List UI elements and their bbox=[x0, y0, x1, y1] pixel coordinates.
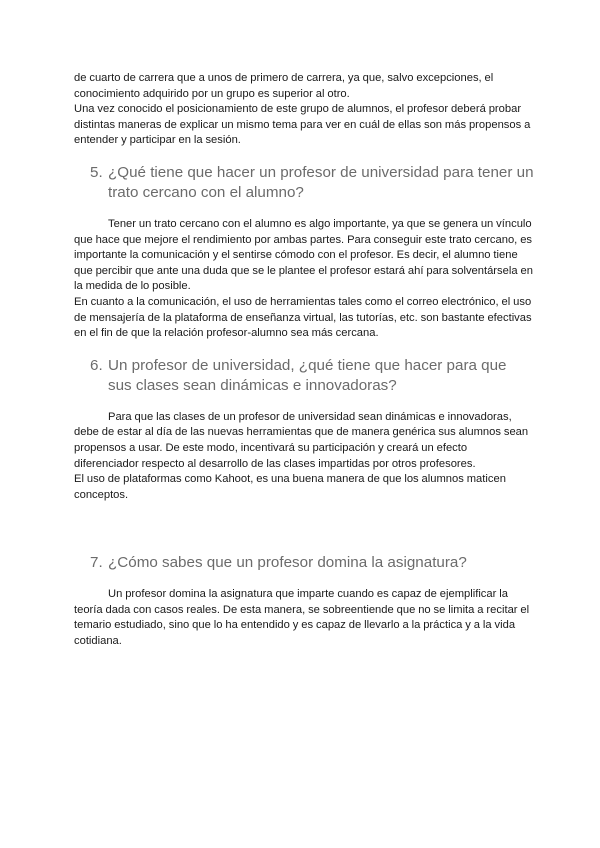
question-5-number: 5. bbox=[90, 163, 103, 181]
question-5-heading bbox=[74, 163, 534, 203]
question-6-text: Un profesor de universidad, ¿qué tiene que hacer para que sus clases sean dinámicas e innovadoras? bbox=[108, 356, 507, 394]
question-5-text: ¿Qué tiene que hacer un profesor de universidad para tener un trato cercano con el alumno? bbox=[108, 163, 534, 201]
answer-6-paragraph-2: El uso de plataformas como Kahoot, es una buena manera de que los alumnos maticen conceptos. bbox=[74, 473, 506, 501]
answer-6-paragraph-1: Para que las clases de un profesor de universidad sean dinámicas e innovadoras, debe de estar al día de las nuevas herramientas que de manera genérica sus alumnos sean propensos a usar. De este modo, incentivará su participación y creará un efecto diferenciador respecto al desarrollo de las clases impartidas por otros profesores. bbox=[74, 410, 529, 470]
question-7-heading bbox=[74, 553, 534, 573]
answer-5-paragraph-2: En cuanto a la comunicación, el uso de herramientas tales como el correo electrónico, el uso de mensajería de la plataforma de enseñanza virtual, las tutorías, etc. son bastante efectivas en el fin de que la relación profesor-alumno sea más cercana. bbox=[74, 295, 532, 340]
answer-7-paragraph-1: Un profesor domina la asignatura que imparte cuando es capaz de ejemplificar la teoría dada con casos reales. De esta manera, se sobreentiende que no se limita a recitar el temario estudiado, sino que lo ha entendido y es capaz de llevarlo a la práctica y a la vida cotidiana. bbox=[74, 588, 530, 648]
question-7-text: ¿Cómo sabes que un profesor domina la asignatura? bbox=[108, 554, 467, 572]
intro-paragraph-2: Una vez conocido el posicionamiento de este grupo de alumnos, el profesor deberá probar distintas maneras de explicar un mismo tema para ver en cuál de ellas son más propensos a entender y participar en la sesión. bbox=[74, 103, 531, 147]
document-page bbox=[74, 71, 534, 650]
question-7-number: 7. bbox=[90, 554, 103, 572]
question-6-number: 6. bbox=[90, 356, 103, 374]
question-6-heading bbox=[74, 356, 534, 396]
answer-5-paragraph-1: Tener un trato cercano con el alumno es algo importante, ya que se genera un vínculo que hace que mejore el rendimiento por ambas partes. Para conseguir este trato cercano, es importante la comunicación y el sentirse cómodo con el profesor. Es decir, el alumno tiene que percibir que ante una duda que se le plantee el profesor estará ahí para solventársela en la medida de lo posible. bbox=[74, 217, 533, 293]
intro-paragraph-1: de cuarto de carrera que a unos de primero de carrera, ya que, salvo excepciones, el conocimiento adquirido por un grupo es superior al otro. bbox=[74, 72, 494, 100]
